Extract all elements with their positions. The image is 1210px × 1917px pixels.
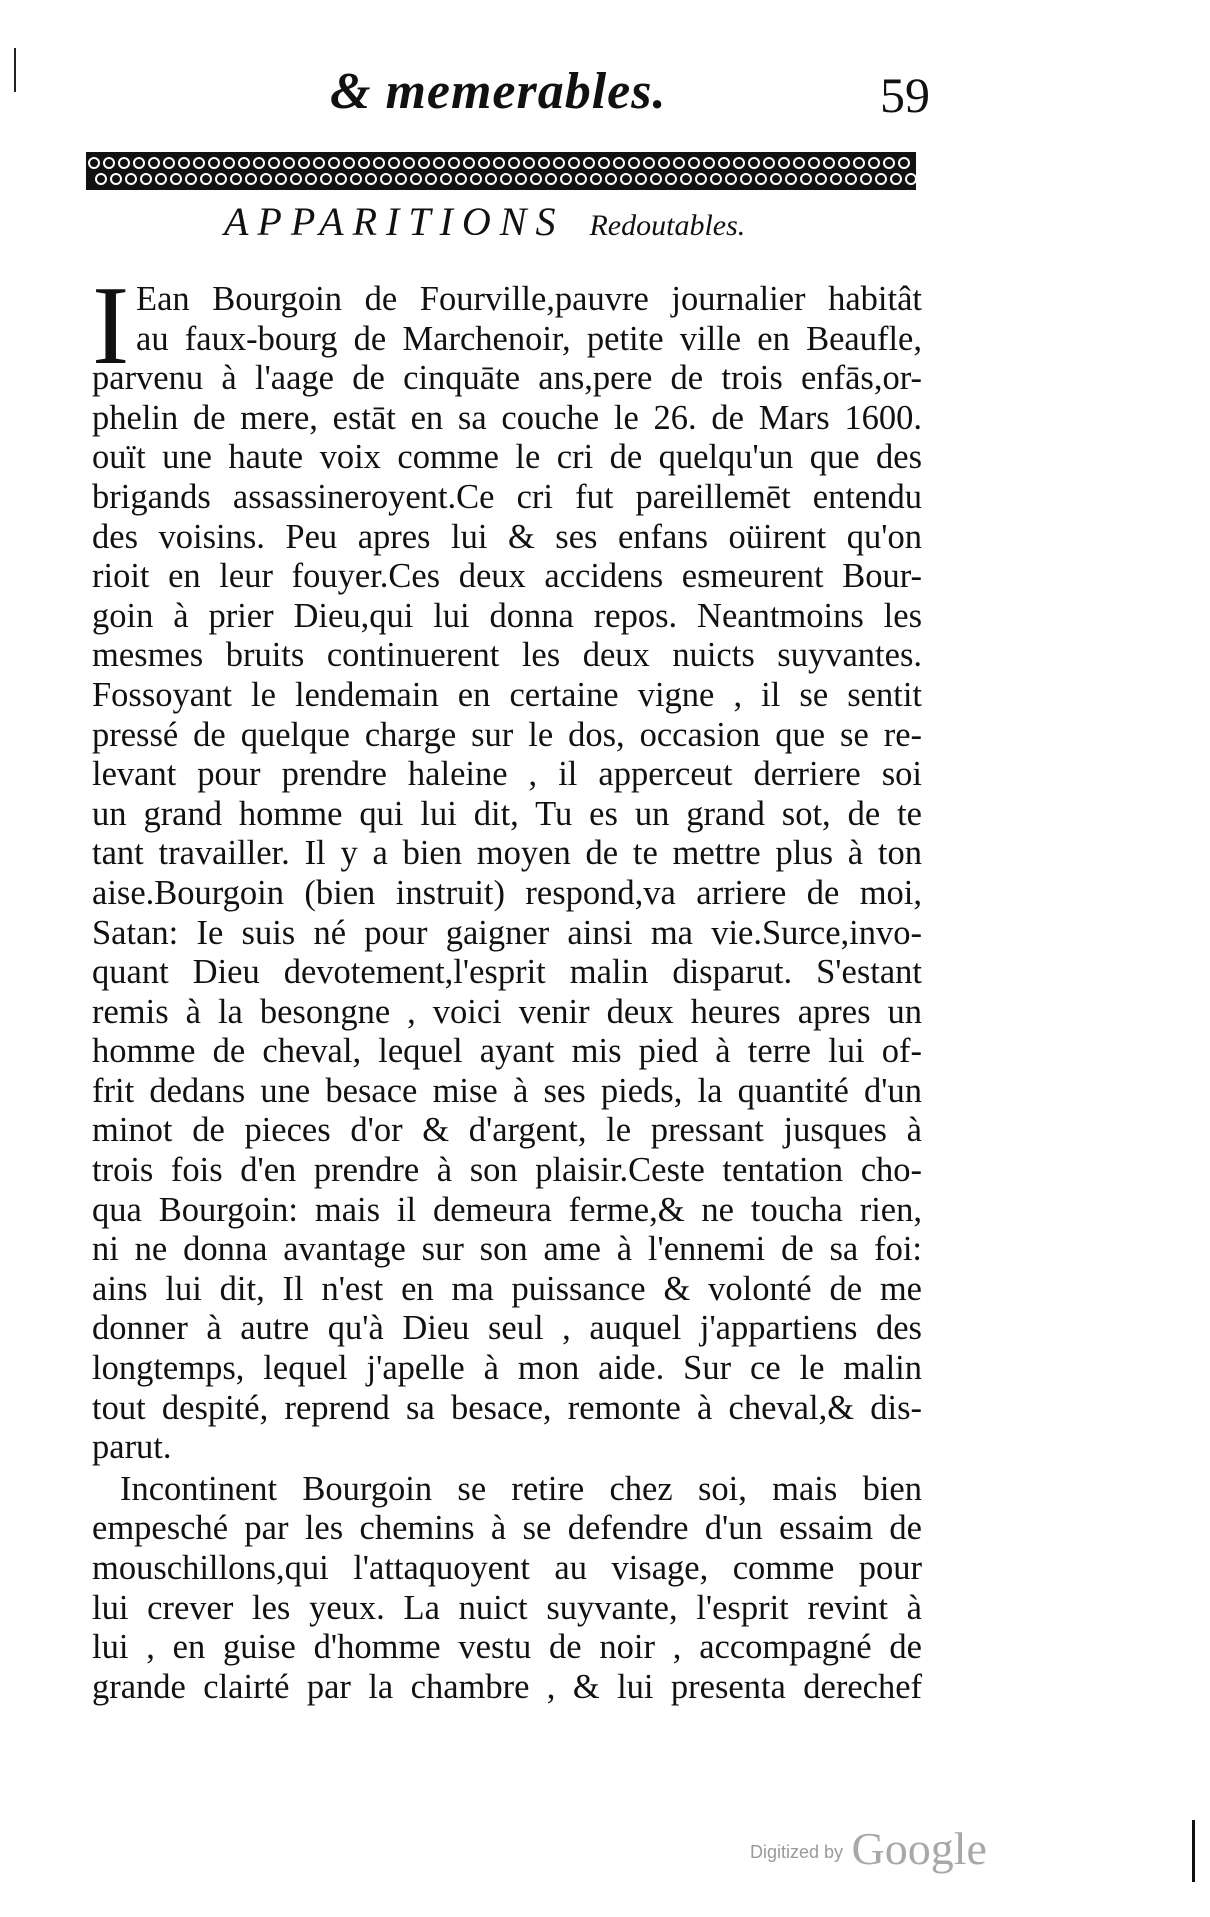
digitized-by-label: Digitized by	[750, 1842, 844, 1862]
margin-mark	[14, 48, 16, 92]
text-line: trois fois d'en prendre à son plaisir.Ceste tentation cho-	[92, 1151, 922, 1190]
text-line: mouschillons,qui l'attaquoyent au visage, comme pour	[92, 1549, 922, 1587]
margin-mark	[1192, 1820, 1195, 1882]
text-line: donner à autre qu'à Dieu seul , auquel j'appartiens des	[92, 1309, 922, 1348]
text-line: brigands assassineroyent.Ce cri fut pareillemēt entendu	[92, 477, 922, 516]
paragraph-2	[92, 1470, 922, 1708]
section-title-main: APPARITIONS	[224, 199, 565, 244]
page-number: 59	[880, 67, 930, 123]
text-line: mesmes bruits continuerent les deux nuicts suyvantes.	[92, 636, 922, 675]
text-line: phelin de mere, estāt en sa couche le 26. de Mars 1600.	[92, 398, 922, 437]
text-line: tout despité, reprend sa besace, remonte à cheval,& dis-	[92, 1388, 922, 1427]
text-line: ains lui dit, Il n'est en ma puissance & volonté de me	[92, 1269, 922, 1308]
text-line: empesché par les chemins à se defendre d'un essaim de	[92, 1509, 922, 1548]
text-line: Ean Bourgoin de Fourville,pauvre journalier habitât	[136, 280, 922, 318]
text-line: frit dedans une besace mise à ses pieds, la quantité d'un	[92, 1071, 922, 1110]
text-line: longtemps, lequel j'apelle à mon aide. Sur ce le malin	[92, 1349, 922, 1388]
text-line: levant pour prendre haleine , il apperceut derriere soi	[92, 755, 922, 794]
text-line: minot de pieces d'or & d'argent, le pressant jusques à	[92, 1111, 922, 1150]
text-line: grande clairté par la chambre , & lui presenta derechef	[92, 1667, 922, 1706]
text-line: pressé de quelque charge sur le dos, occasion que se re-	[92, 715, 922, 754]
text-line: parvenu à l'aage de cinquāte ans,pere de trois enfās,or-	[92, 359, 922, 398]
text-line: qua Bourgoin: mais il demeura ferme,& ne toucha rien,	[92, 1190, 922, 1229]
text-line: Fossoyant le lendemain en certaine vigne , il se sentit	[92, 675, 922, 714]
body-text	[92, 264, 922, 1707]
text-line: lui crever les yeux. La nuict suyvante, l'esprit revint à	[92, 1588, 922, 1627]
text-line: Incontinent Bourgoin se retire chez soi, mais bien	[120, 1469, 922, 1508]
google-logo: Google	[851, 1823, 987, 1874]
text-line: ouït une haute voix comme le cri de quelqu'un que des	[92, 438, 922, 477]
text-line: aise.Bourgoin (bien instruit) respond,va arriere de moi,	[92, 873, 922, 912]
text-line: quant Dieu devotement,l'esprit malin disparut. S'estant	[92, 953, 922, 992]
text-line: lui , en guise d'homme vestu de noir , accompagné de	[92, 1628, 922, 1667]
digitized-by-google-watermark	[750, 1822, 987, 1875]
text-line: goin à prier Dieu,qui lui donna repos. Neantmoins les	[92, 596, 922, 635]
text-line: ni ne donna avantage sur son ame à l'ennemi de sa foi:	[92, 1230, 922, 1269]
ornamental-band	[86, 152, 916, 190]
text-line: homme de cheval, lequel ayant mis pied à terre lui of-	[92, 1032, 922, 1071]
running-head: & memerables.	[330, 63, 667, 120]
paragraph-1	[92, 264, 922, 1468]
text-line: au faux-bourg de Marchenoir, petite ville en Beaufle,	[136, 319, 922, 358]
text-line: tant travailler. Il y a bien moyen de te mettre plus à ton	[92, 834, 922, 873]
section-title	[224, 198, 745, 245]
text-line: parut.	[92, 1428, 172, 1467]
text-line: des voisins. Peu apres lui & ses enfans oüirent qu'on	[92, 517, 922, 556]
section-title-sub: Redoutables.	[589, 209, 746, 242]
text-line: Satan: Ie suis né pour gaigner ainsi ma vie.Surce,invo-	[92, 913, 922, 952]
text-line: un grand homme qui lui dit, Tu es un grand sot, de te	[92, 794, 922, 833]
text-line: remis à la besongne , voici venir deux heures apres un	[92, 992, 922, 1031]
text-line: rioit en leur fouyer.Ces deux accidens esmeurent Bour-	[92, 557, 922, 596]
drop-cap: I	[92, 264, 130, 388]
